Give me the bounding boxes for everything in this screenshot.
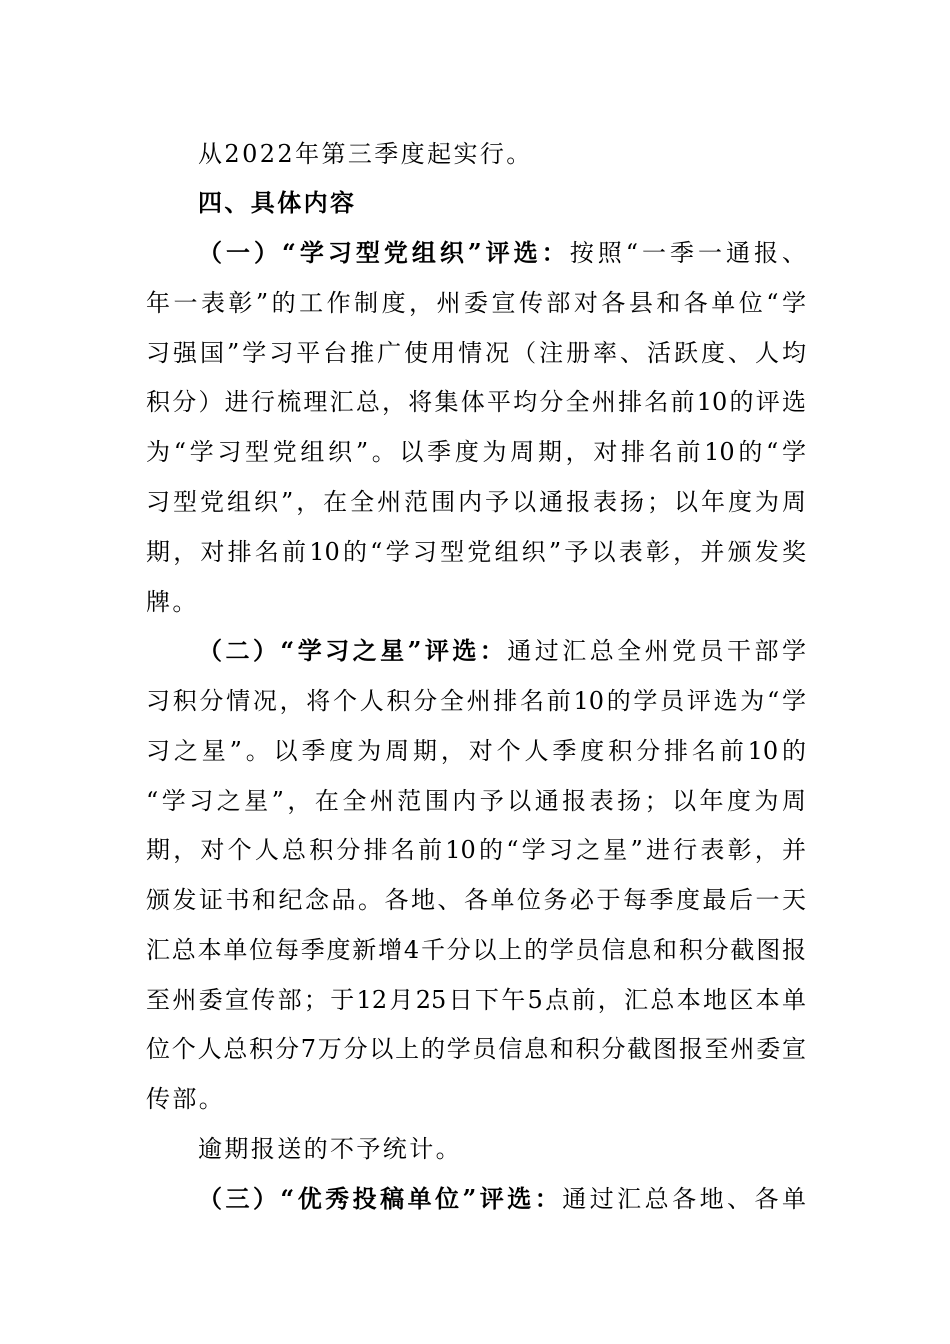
paragraph-text: 按照“一季一通报、: [569, 239, 806, 267]
paragraph-line: 从2022年第三季度起实行。: [198, 140, 533, 168]
paragraph-line: 颁发证书和纪念品。各地、各单位务必于每季度最后一天: [146, 886, 806, 914]
paragraph-line: 为“学习型党组织”。以季度为周期，对排名前10的“学: [146, 438, 806, 466]
paragraph-line: 习积分情况，将个人积分全州排名前10的学员评选为“学: [146, 687, 806, 715]
paragraph-line: [198, 1183, 806, 1215]
subsection-heading: （一）“学习型党组织”评选：: [198, 238, 570, 267]
paragraph-text: 通过汇总各地、各单: [562, 1185, 807, 1213]
section-heading: 四、具体内容: [198, 188, 357, 217]
paragraph-line: 逾期报送的不予统计。: [198, 1135, 462, 1163]
paragraph-line: 期，对排名前10的“学习型党组织”予以表彰，并颁发奖: [146, 538, 806, 566]
paragraph-line: [198, 237, 806, 269]
paragraph-line: 习强国”学习平台推广使用情况（注册率、活跃度、人均: [146, 339, 806, 367]
paragraph-text: 通过汇总全州党员干部学: [507, 637, 807, 665]
paragraph-line: 期，对个人总积分排名前10的“学习之星”进行表彰，并: [146, 836, 806, 864]
paragraph-line: 习之星”。以季度为周期，对个人季度积分排名前10的: [146, 737, 806, 765]
paragraph-line: 至州委宣传部；于12月25日下午5点前，汇总本地区本单: [146, 986, 806, 1014]
subsection-heading: （三）“优秀投稿单位”评选：: [198, 1184, 563, 1213]
paragraph-line: “学习之星”，在全州范围内予以通报表扬；以年度为周: [146, 787, 806, 815]
paragraph-line: 牌。: [146, 588, 199, 616]
paragraph-line: 传部。: [146, 1085, 226, 1113]
paragraph-line: 汇总本单位每季度新增4千分以上的学员信息和积分截图报: [146, 936, 806, 964]
paragraph-line: [198, 635, 806, 667]
paragraph-line: 位个人总积分7万分以上的学员信息和积分截图报至州委宣: [146, 1035, 806, 1063]
subsection-heading: （二）“学习之星”评选：: [198, 636, 508, 665]
paragraph-line: 年一表彰”的工作制度，州委宣传部对各县和各单位“学: [146, 289, 806, 317]
paragraph-line: 积分）进行梳理汇总，将集体平均分全州排名前10的评选: [146, 388, 806, 416]
paragraph-line: 习型党组织”，在全州范围内予以通报表扬；以年度为周: [146, 488, 806, 516]
